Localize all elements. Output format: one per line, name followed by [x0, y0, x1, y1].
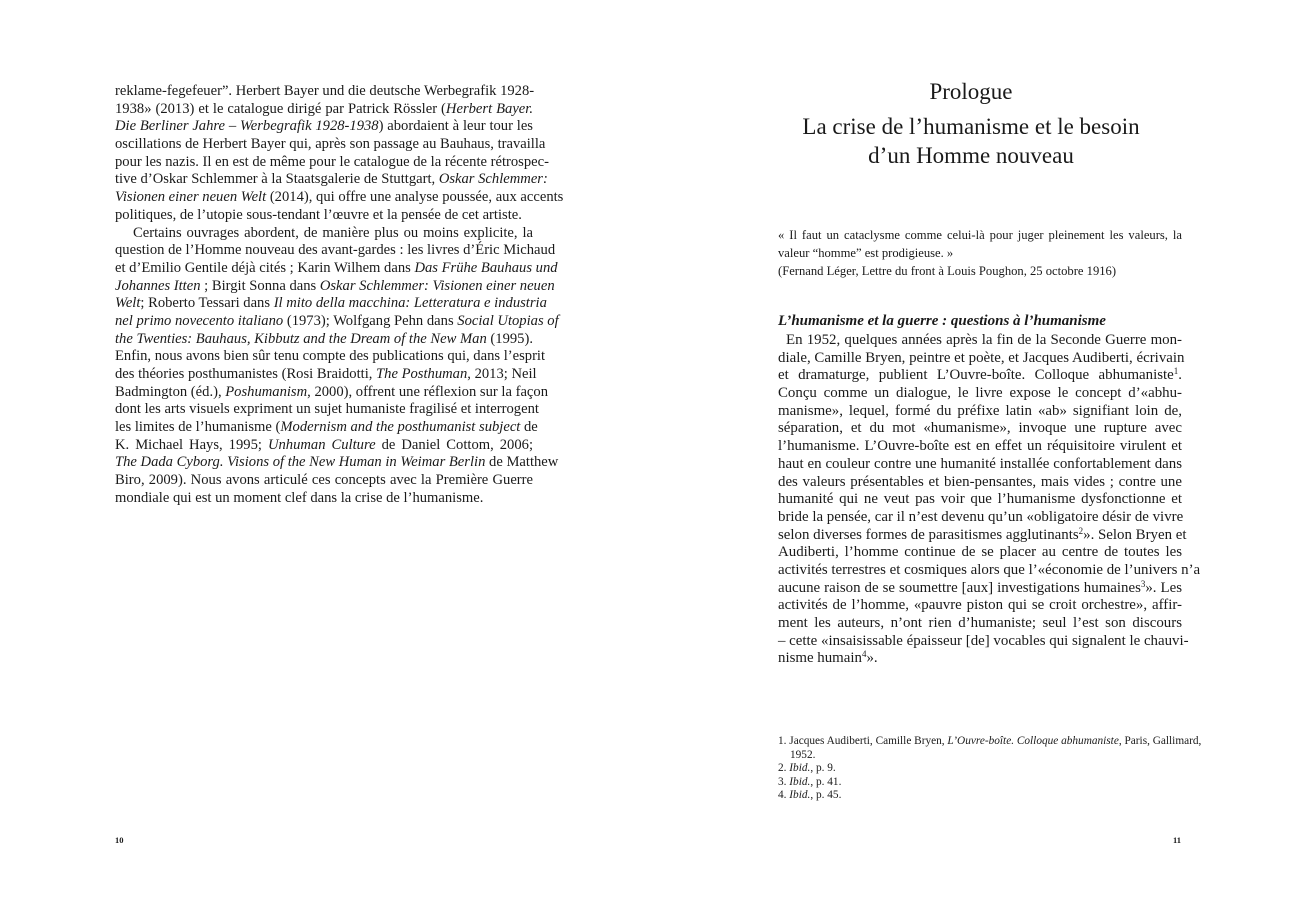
text-run: ».: [866, 650, 878, 667]
text-run: activités de l’homme, «pauvre piston qui se croit orchestre», affir-: [778, 597, 1182, 614]
text-run: selon diverses formes de parasitismes agglutinants: [778, 526, 1079, 543]
text-run: et d’Emilio Gentile déjà cités ; Karin Wilhem dans: [115, 259, 415, 276]
text-run: bride la pensée, car il n’est devenu qu’un «obligatoire désir de vivre: [778, 508, 1184, 525]
text-run: valeur “homme” est prodigieuse. »: [778, 246, 954, 260]
text-line: [115, 225, 533, 243]
text-run: ment les auteurs, n’ont rien d’humaniste; seul l’est son discours: [778, 615, 1182, 631]
chapter-subtitle-line-2: d’un Homme nouveau: [868, 143, 1074, 168]
text-run: ; Birgit Sonna dans: [200, 277, 320, 294]
text-run: , p. 9.: [810, 762, 836, 774]
text-run: Audiberti, l’homme continue de se placer au centre de toutes les: [778, 544, 1182, 561]
text-line: [778, 650, 1182, 668]
text-run: , Paris, Gallimard,: [1118, 735, 1202, 747]
text-line: [778, 244, 1182, 262]
text-line: [115, 153, 549, 172]
text-run: reklame-fegefeuer”. Herbert Bayer und die deutsche Werbegrafik 1928-: [115, 83, 535, 99]
text-run: haut en couleur contre une humanité installée confortablement dans: [778, 455, 1182, 472]
text-line: [115, 259, 558, 278]
text-line: [115, 207, 533, 225]
italic-title: nel primo novecento italiano: [115, 312, 284, 329]
text-run: 3.: [778, 775, 790, 788]
text-run: des valeurs présentables et bien-pensantes, mais vides ; contre une: [778, 473, 1182, 490]
text-run: de: [520, 419, 538, 436]
italic-title: Johannes Itten: [115, 277, 201, 294]
text-run: Certains ouvrages abordent, de manière plus ou moins explicite, la: [133, 224, 533, 241]
text-run: ) abordaient à leur tour les: [378, 118, 533, 135]
text-line: [778, 332, 1182, 350]
italic-title: The Posthuman: [376, 366, 468, 382]
italic-title: Das Frühe Bauhaus und: [414, 259, 558, 276]
text-line: [778, 403, 1182, 421]
text-run: – cette «insaisissable épaisseur [de] vocables qui signalent le chauvi-: [778, 632, 1189, 649]
text-line: [778, 385, 1182, 403]
text-run: , 2000), offrent une réflexion sur la façon: [307, 383, 548, 400]
text-line: [115, 401, 539, 419]
text-run: ». Selon Bryen et: [1083, 526, 1187, 543]
text-run: , 2013; Neil: [467, 366, 537, 382]
text-line: [778, 474, 1182, 492]
chapter-title: Prologue: [929, 79, 1013, 104]
italic-title: Poshumanism: [225, 383, 308, 400]
text-run: , p. 45.: [810, 789, 842, 801]
text-line: [778, 632, 1189, 651]
text-run: , p. 41.: [810, 775, 842, 788]
italic-title: Welt: [115, 295, 141, 312]
text-run: 2.: [778, 762, 790, 774]
text-line: [778, 789, 1182, 803]
text-run: les limites de l’humanisme (: [115, 419, 281, 436]
italic-title: L’Ouvre-boîte. Colloque abhumaniste: [947, 735, 1119, 747]
text-line: [778, 491, 1182, 509]
text-line: [115, 83, 533, 101]
section-heading: L’humanisme et la guerre : questions à l’humanisme: [778, 313, 1106, 329]
text-run: diale, Camille Bryen, peintre et poète, et Jacques Audiberti, écrivain: [778, 349, 1185, 366]
text-run: 1. Jacques Audiberti, Camille Bryen,: [778, 735, 948, 747]
text-line: [115, 118, 533, 136]
text-run: En 1952, quelques années après la fin de la Seconde Guerre mon-: [786, 332, 1182, 348]
text-line: [115, 312, 559, 331]
text-run: « Il faut un cataclysme comme celui-là pour juger pleinement les valeurs, la: [778, 228, 1182, 242]
right-page-body: [778, 332, 1201, 668]
italic-title: Ibid.: [789, 789, 811, 801]
text-run: séparation, et du mot «humanisme», invoque une rupture avec: [778, 420, 1182, 437]
text-line: [115, 189, 564, 207]
text-line: [115, 295, 547, 313]
text-line: [778, 349, 1185, 368]
text-run: activités terrestres et cosmiques alors que l’«économie de l’univers n’a: [778, 561, 1201, 578]
left-page-text: [115, 83, 564, 508]
text-line: [778, 580, 1182, 598]
text-run: dont les arts visuels expriment un sujet humaniste fragilisé et interrogent: [115, 401, 539, 418]
text-run: 4.: [778, 789, 790, 801]
text-line: [778, 509, 1182, 527]
text-run: K. Michael Hays, 1995;: [115, 436, 268, 453]
text-run: (2014), qui offre une analyse poussée, aux accents: [266, 189, 564, 206]
text-run: 1952.: [790, 748, 816, 761]
text-line: [115, 101, 533, 119]
text-line: [115, 490, 533, 508]
text-line: [778, 262, 1182, 280]
text-line: [778, 597, 1182, 615]
text-line: [115, 331, 533, 349]
footnote-ref: 1: [1173, 366, 1179, 377]
text-line: [778, 438, 1182, 456]
text-line: [115, 171, 548, 189]
page-number-right: 11: [1173, 835, 1182, 845]
italic-title: Visionen einer neuen Welt: [115, 189, 267, 206]
text-run: humanité qui ne veut pas voir que l’humanisme dysfonctionne et: [778, 491, 1182, 508]
text-run: l’humanisme. L’Ouvre-boîte est en effet un réquisitoire virulent et: [778, 438, 1182, 455]
epigraph: [778, 226, 1182, 280]
italic-title: Modernism and the posthumanist subject: [280, 419, 521, 436]
text-run: tive d’Oskar Schlemmer à la Staatsgalerie de Stuttgart,: [115, 171, 439, 188]
chapter-subtitle-line-1: La crise de l’humanisme et le besoin: [802, 114, 1140, 139]
text-run: de Matthew: [485, 454, 559, 471]
text-run: et dramaturge, publient L’Ouvre-boîte. Colloque abhumaniste: [778, 367, 1174, 384]
text-line: [115, 366, 537, 384]
text-run: Conçu comme un dialogue, le livre expose le concept d’«abhu-: [778, 385, 1182, 402]
text-line: [778, 615, 1182, 633]
text-run: .: [1178, 367, 1182, 384]
italic-title: Il mito della macchina: Letteratura e industria: [273, 295, 547, 312]
text-line: [115, 136, 546, 154]
text-run: (Fernand Léger, Lettre du front à Louis Poughon, 25 octobre 1916): [778, 264, 1117, 278]
text-line: [115, 472, 533, 490]
footnote-ref: 4: [861, 649, 867, 660]
text-run: Enfin, nous avons bien sûr tenu compte des publications qui, dans l’esprit: [115, 348, 546, 365]
text-line: [778, 525, 1187, 545]
text-run: manisme», lequel, formé du préfixe latin «ab» signifiant loin de,: [778, 402, 1182, 419]
text-line: [778, 749, 1182, 763]
text-line: [115, 437, 533, 455]
text-run: 1938» (2013) et le catalogue dirigé par Patrick Rössler (: [115, 100, 446, 117]
text-run: nisme humain: [778, 650, 862, 667]
text-line: [778, 561, 1201, 580]
text-run: question de l’Homme nouveau des avant-gardes : les livres d’Éric Michaud: [115, 242, 556, 259]
italic-title: Die Berliner Jahre – Werbegrafik 1928-1938: [115, 118, 379, 135]
italic-title: Ibid.: [789, 775, 811, 788]
text-line: [778, 226, 1182, 244]
text-run: (1973); Wolfgang Pehn dans: [283, 312, 458, 329]
italic-title: Ibid.: [789, 762, 811, 774]
text-line: [115, 242, 556, 260]
text-line: [115, 348, 546, 366]
footnote-ref: 2: [1078, 525, 1084, 536]
text-line: [778, 367, 1182, 385]
text-line: [115, 277, 555, 296]
text-run: de Daniel Cottom, 2006;: [375, 436, 534, 453]
text-run: politiques, de l’utopie sous-tendant l’œuvre et la pensée de cet artiste.: [115, 206, 522, 223]
text-line: [778, 456, 1182, 474]
text-line: [778, 762, 1182, 776]
text-run: ; Roberto Tessari dans: [140, 295, 274, 312]
text-line: [778, 544, 1182, 562]
footnote-ref: 3: [1140, 578, 1146, 589]
text-run: mondiale qui est un moment clef dans la crise de l’humanisme.: [115, 489, 484, 506]
text-run: Biro, 2009). Nous avons articulé ces concepts avec la Première Guerre: [115, 472, 533, 489]
italic-title: The Dada Cyborg. Visions of the New Human in Weimar Berlin: [115, 454, 486, 471]
italic-title: Oskar Schlemmer: Visionen einer neuen: [319, 277, 555, 294]
text-run: ». Les: [1145, 579, 1183, 596]
text-line: [115, 383, 548, 402]
italic-title: Oskar Schlemmer:: [438, 171, 548, 188]
text-run: (1995).: [486, 330, 533, 347]
footnotes: [778, 735, 1202, 803]
text-line: [115, 454, 559, 472]
italic-title: Herbert Bayer.: [445, 100, 533, 117]
italic-title: Unhuman Culture: [267, 436, 376, 453]
text-line: [778, 776, 1182, 790]
text-line: [778, 735, 1202, 749]
text-run: des théories posthumanistes (Rosi Braidotti,: [115, 366, 377, 382]
page-number-left: 10: [115, 835, 124, 845]
italic-title: the Twenties: Bauhaus, Kibbutz and the Dream of the New Man: [115, 330, 487, 347]
text-line: [115, 419, 538, 437]
text-line: [778, 420, 1182, 438]
italic-title: Social Utopias of: [457, 312, 559, 329]
text-run: aucune raison de se soumettre [aux] investigations humaines: [778, 579, 1141, 596]
text-run: oscillations de Herbert Bayer qui, après son passage au Bauhaus, travailla: [115, 136, 546, 153]
text-run: Badmington (éd.),: [115, 383, 226, 400]
text-run: pour les nazis. Il en est de même pour le catalogue de la récente rétrospec-: [115, 153, 549, 170]
